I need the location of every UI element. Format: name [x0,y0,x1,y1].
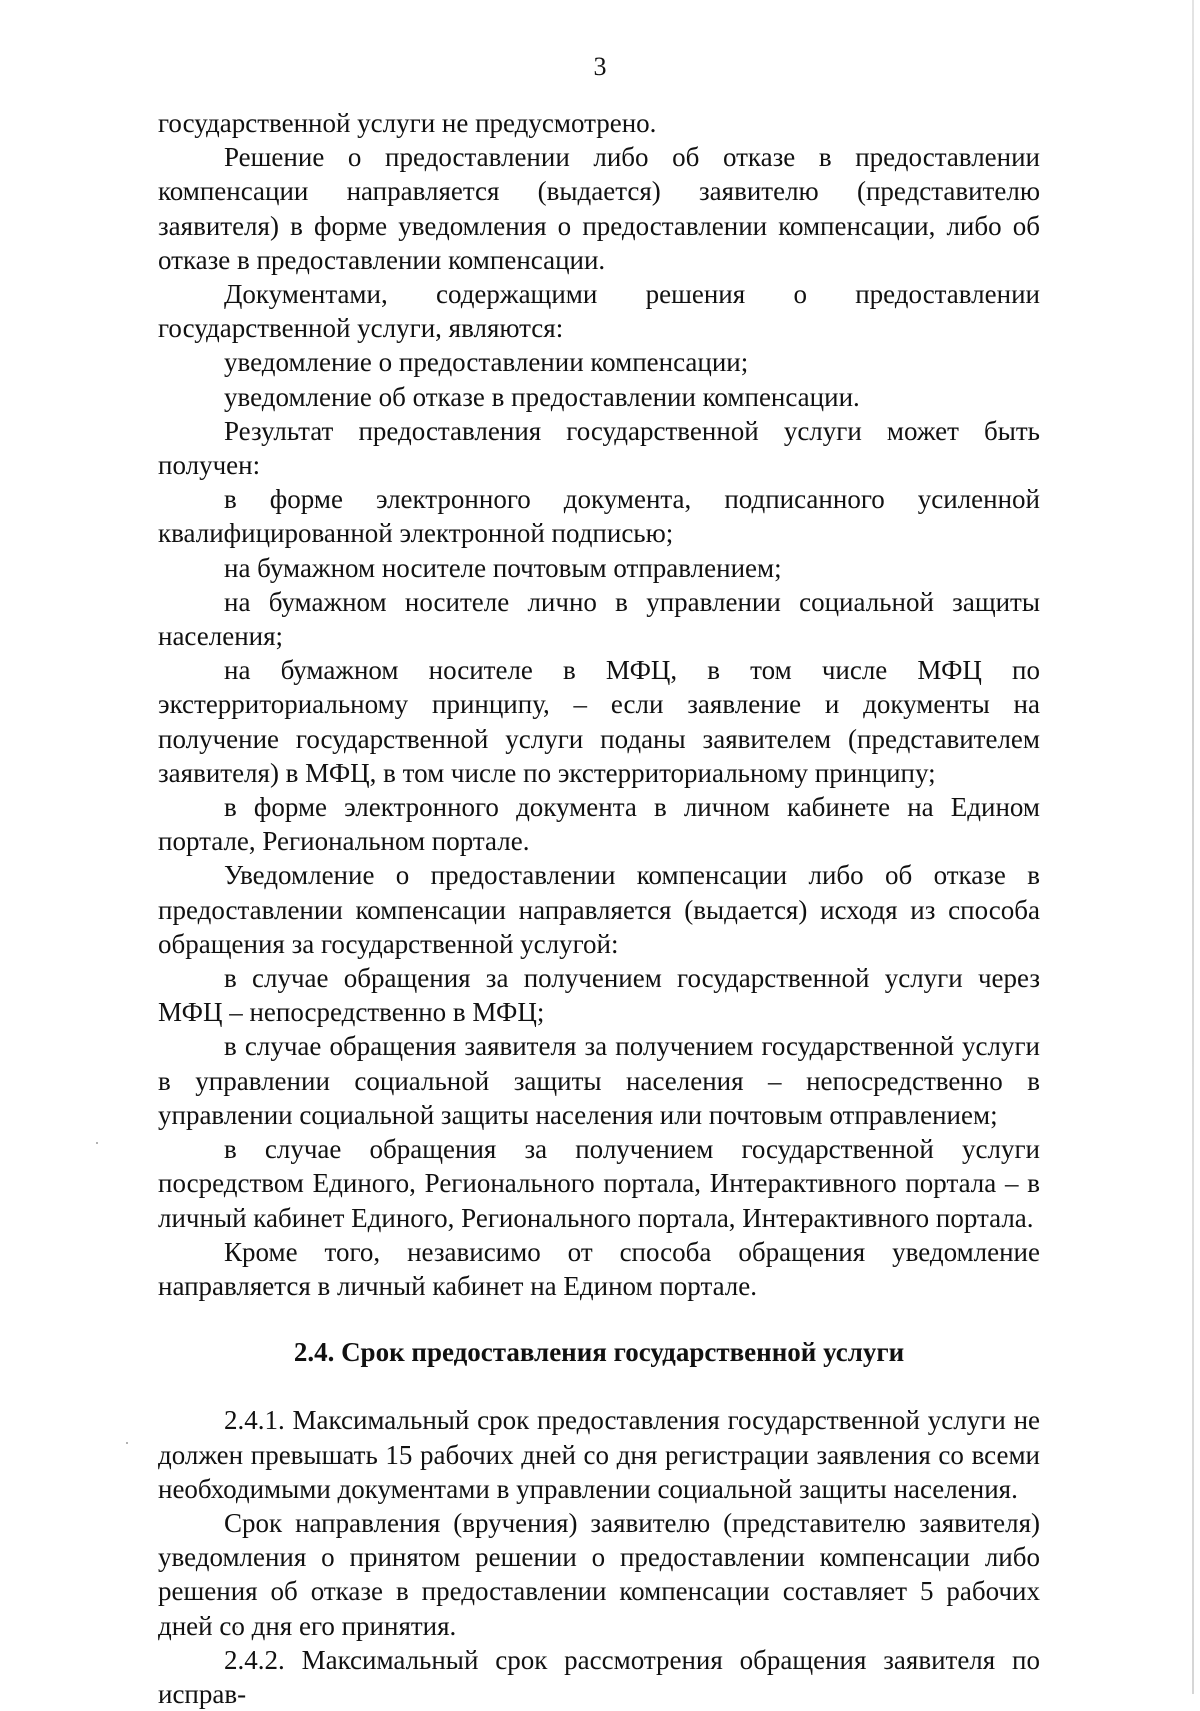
paragraph: Решение о предоставлении либо об отказе в предоставлении компенсации направляется (выдается) заявителю (представителю заявителя) в форме уведомления о предоставлении компенсации, либо об отказе в предоставлении компенсации. [158,142,1040,275]
list-item: в случае обращения заявителя за получением государственной услуги в управлении социальной защиты населения – непосредственно в управлении социальной защиты населения или почтовым отправлением; [158,1031,1040,1130]
paragraph: 2.4.1. Максимальный срок предоставления государственной услуги не должен превышать 15 рабочих дней со дня регистрации заявления со всеми необходимыми документами в управлении социальной защиты населения. [158,1405,1040,1504]
paragraph: Срок направления (вручения) заявителю (представителю заявителя) уведомления о принятом решении о предоставлении компенсации либо решения об отказе в предоставлении компенсации составляет 5 рабочих дней со дня его принятия. [158,1507,1040,1641]
paragraph: Результат предоставления государственной услуги может быть получен: [158,415,1040,481]
scan-speck [126,1442,128,1444]
list-item: на бумажном носителе почтовым отправлением; [224,552,782,583]
paragraph: государственной услуги не предусмотрено. [158,108,657,138]
list-item: в случае обращения за получением государственной услуги через МФЦ – непосредственно в МФЦ; [158,963,1040,1028]
scan-speck [96,1142,98,1144]
page-number: 3 [593,52,607,81]
list-item: на бумажном носителе в МФЦ, в том числе МФЦ по экстерриториальному принципу, – если заявление и документы на получение государственной услуги поданы заявителем (представителем заявителя) в МФЦ, в том числе по экстерриториальному принципу; [158,655,1040,788]
paragraph: Документами, содержащими решения о предоставлении государственной услуги, являются: [158,279,1040,344]
list-item: в форме электронного документа, подписанного усиленной квалифицированной электронной подписью; [158,484,1040,549]
list-item: на бумажном носителе лично в управлении социальной защиты населения; [158,586,1040,652]
paragraph: 2.4.2. Максимальный срок рассмотрения обращения заявителя по исправ- [158,1644,1040,1709]
list-item: в случае обращения за получением государственной услуги посредством Единого, Регионального портала, Интерактивного портала – в личный кабинет Единого, Регионального портала, Интерактивного портала. [158,1134,1040,1233]
paragraph: Уведомление о предоставлении компенсации либо об отказе в предоставлении компенсации направляется (выдается) исходя из способа обращения за государственной услугой: [158,860,1040,959]
list-item: уведомление о предоставлении компенсации; [224,347,749,378]
list-item: уведомление об отказе в предоставлении компенсации. [224,381,860,412]
section-heading: 2.4. Срок предоставления государственной услуги [293,1337,905,1368]
scan-edge-line [1192,0,1194,1694]
list-item: в форме электронного документа в личном кабинете на Едином портале, Региональном портале. [158,792,1040,857]
page-body [158,106,1040,1711]
paragraph: Кроме того, независимо от способа обращения уведомление направляется в личный кабинет на Едином портале. [158,1236,1040,1301]
